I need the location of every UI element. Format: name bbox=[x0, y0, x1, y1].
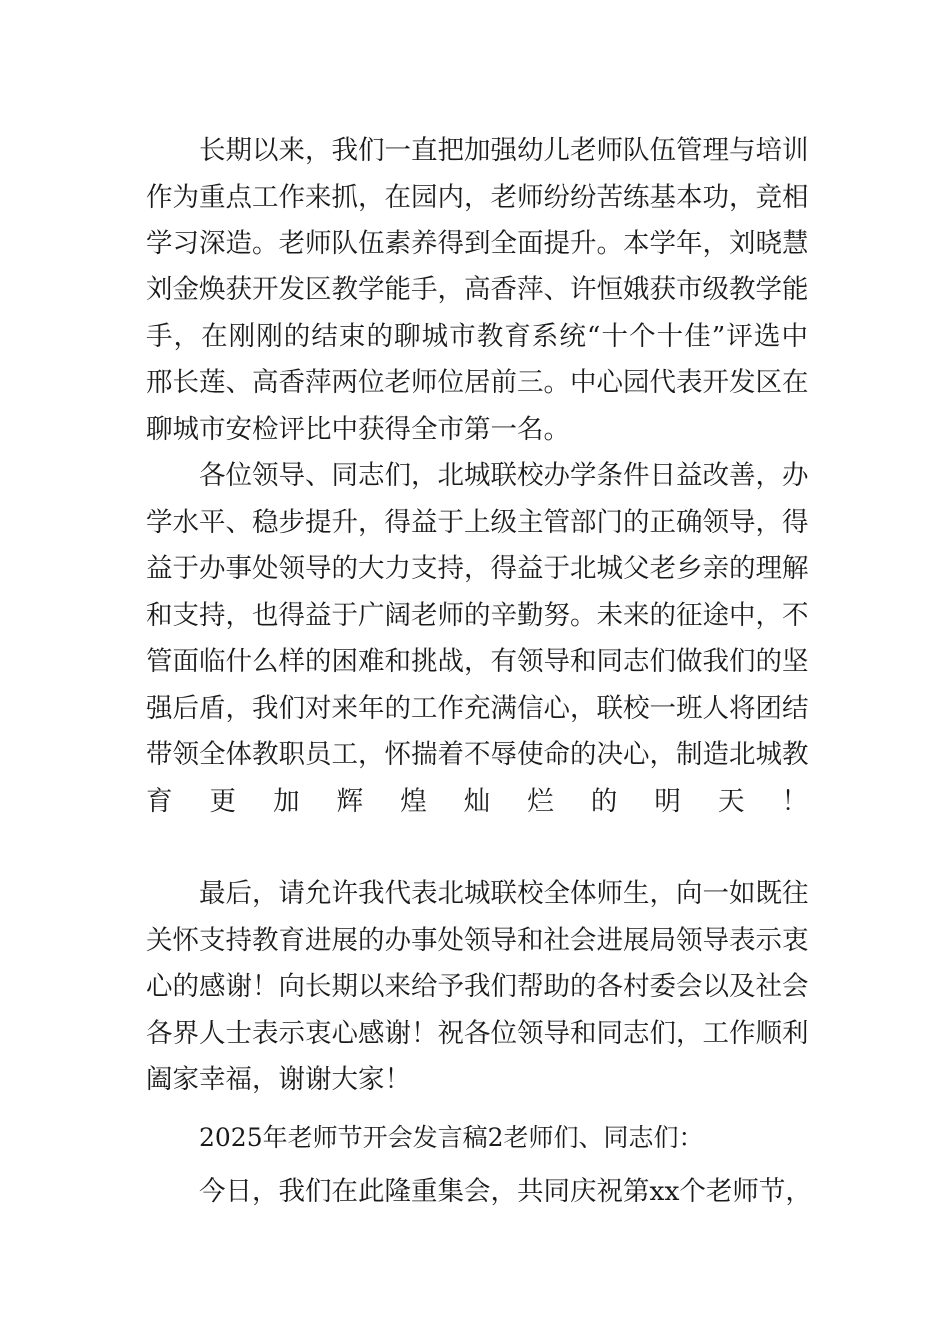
paragraph-3-line-2: 关怀支持教育进展的办事处领导和社会进展局领导表示衷 bbox=[146, 925, 809, 956]
paragraph-4-line-1: 2025年老师节开会发言稿2老师们、同志们： bbox=[199, 1123, 704, 1152]
paragraph-5-line-1: 今日，我们在此隆重集会，共同庆祝第xx个老师节， bbox=[199, 1176, 812, 1207]
paragraph-2-line-7: 带领全体教职员工，怀揣着不辱使命的决心，制造北城教 bbox=[146, 739, 809, 770]
paragraph-2-line-9 bbox=[146, 828, 808, 868]
paragraph-1-line-2: 作为重点工作来抓，在园内，老师纷纷苦练基本功，竞相 bbox=[146, 182, 809, 213]
paragraph-3-line-1: 最后，请允许我代表北城联校全体师生，向一如既往 bbox=[199, 878, 809, 909]
paragraph-1-line-6: 邢长莲、高香萍两位老师位居前三。中心园代表开发区在 bbox=[146, 367, 809, 398]
paragraph-1-line-7: 聊城市安检评比中获得全市第一名。 bbox=[146, 414, 570, 445]
paragraph-1-line-1: 长期以来，我们一直把加强幼儿老师队伍管理与培训 bbox=[199, 135, 809, 166]
paragraph-2-line-2: 学水平、稳步提升，得益于上级主管部门的正确领导，得 bbox=[146, 507, 809, 538]
paragraph-2-line-3: 益于办事处领导的大力支持，得益于北城父老乡亲的理解 bbox=[146, 553, 809, 584]
paragraph-2-line-4: 和支持，也得益于广阔老师的辛勤努。未来的征途中，不 bbox=[146, 600, 809, 631]
paragraph-2-line-1: 各位领导、同志们，北城联校办学条件日益改善，办 bbox=[199, 460, 809, 491]
paragraph-2-line-6: 强后盾，我们对来年的工作充满信心，联校一班人将团结 bbox=[146, 693, 809, 724]
paragraph-3-line-5: 阖家幸福，谢谢大家！ bbox=[146, 1064, 411, 1095]
paragraph-1-line-4: 刘金焕获开发区教学能手，高香萍、许恒娥获市级教学能 bbox=[146, 274, 809, 305]
paragraph-2-line-8: 育更加辉煌灿烂的明天！ bbox=[146, 786, 808, 817]
paragraph-3-line-3: 心的感谢！向长期以来给予我们帮助的各村委会以及社会 bbox=[146, 971, 809, 1002]
paragraph-2-line-5: 管面临什么样的困难和挑战，有领导和同志们做我们的坚 bbox=[146, 646, 809, 677]
paragraph-1-line-3: 学习深造。老师队伍素养得到全面提升。本学年，刘晓慧 bbox=[146, 228, 809, 259]
paragraph-1-line-5: 手，在刚刚的结束的聊城市教育系统“十个十佳”评选中 bbox=[146, 321, 808, 352]
paragraph-3-line-4: 各界人士表示衷心感谢！祝各位领导和同志们，工作顺利 bbox=[146, 1018, 809, 1049]
